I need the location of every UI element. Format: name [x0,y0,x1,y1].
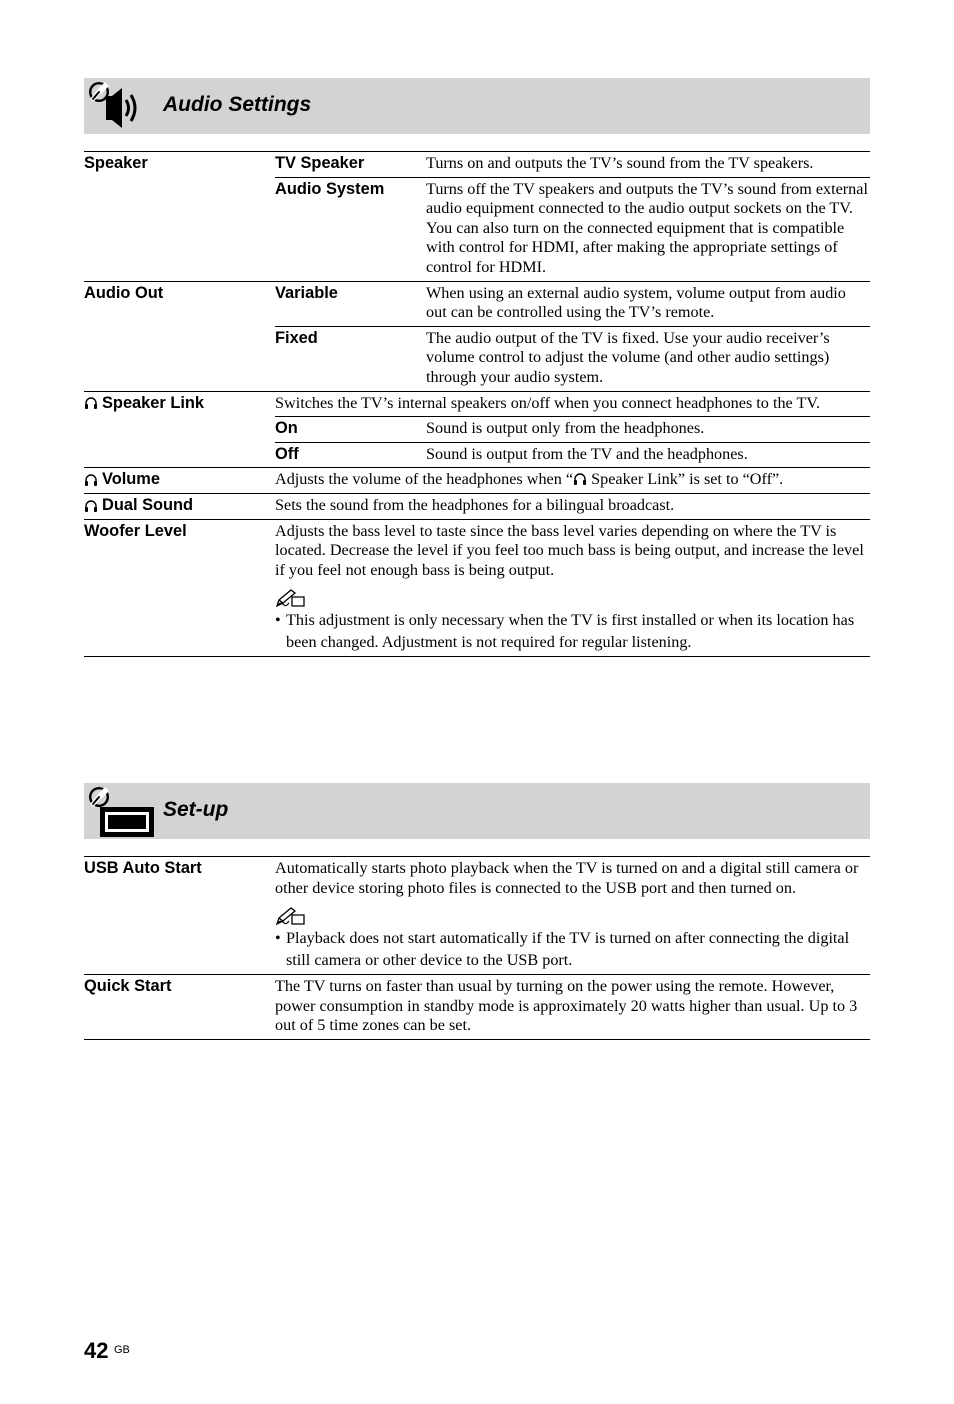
audio-system-label: Audio System [275,179,385,198]
woofer-note: This adjustment is only necessary when the TV is first installed or when its location has been changed. Adjustment is not required for regular listening. [286,611,855,652]
headphone-icon [84,473,98,487]
headphone-icon [84,499,98,513]
tv-speaker-label: TV Speaker [275,154,365,172]
table-row [84,975,870,1040]
on-desc: Sound is output only from the headphones. [426,419,705,438]
woofer-level-label: Woofer Level [84,521,187,540]
woofer-level-desc: Adjusts the bass level to taste since the bass level varies depending on where the TV is located. Decrease the level if you feel too much bass is being output, and increase the level if you feel not enough bass is being output. [275,521,864,579]
tv-speaker-desc: Turns on and outputs the TV’s sound from the TV speakers. [426,154,814,172]
volume-desc: Adjusts the volume of the headphones when “ [275,470,574,489]
table-row [84,468,870,494]
audio-settings-table [84,151,870,657]
wrench-tv-icon [86,785,158,844]
section-title: Audio Settings [163,93,312,116]
wrench-speaker-icon [86,80,142,139]
table-row [84,493,870,519]
setup-header [84,783,870,839]
usb-auto-start-note: Playback does not start automatically if the TV is turned on after connecting the digital still camera or other device to the USB port. [286,929,850,970]
usb-auto-start-label: USB Auto Start [84,859,202,877]
fixed-desc: The audio output of the TV is fixed. Use your audio receiver’s volume control to adjust the volume (and other audio settings) through your audio system. [426,328,830,386]
quick-start-desc: The TV turns on faster than usual by turning on the power using the remote. However, power consumption in standby mode is approximately 20 watts higher than usual. Up to 3 out of 5 time zones can be set. [275,977,858,1035]
variable-desc: When using an external audio system, volume output from audio out can be controlled using the TV’s remote. [426,283,846,322]
speaker-label: Speaker [84,154,148,172]
setup-table [84,856,870,1040]
on-label: On [275,419,298,438]
audio-system-desc-2: You can also turn on the connected equipment that is compatible with control for HDMI, after making the appropriate settings of control for HDMI. [426,218,845,276]
variable-label: Variable [275,283,338,302]
page-number: 42 [84,1338,109,1363]
page-suffix: GB [114,1344,130,1356]
usb-auto-start-desc: Automatically starts photo playback when the TV is turned on and a digital still camera or other device storing photo files is connected to the USB port and then turned on. [275,859,859,897]
pencil-note-icon [275,906,307,926]
headphone-icon [573,472,587,486]
section-title: Set-up [163,798,229,821]
quick-start-label: Quick Start [84,977,172,996]
audio-settings-header [84,78,870,134]
speaker-link-desc: Switches the TV’s internal speakers on/off when you connect headphones to the TV. [275,393,821,412]
table-row [84,281,870,326]
dual-sound-label: Dual Sound [102,495,194,514]
note-bullet [275,609,870,653]
off-label: Off [275,444,299,463]
table-row [84,857,870,975]
volume-label: Volume [102,470,160,489]
headphone-icon [84,396,98,410]
volume-desc-end: Speaker Link” is set to “Off”. [587,470,784,489]
off-desc: Sound is output from the TV and the headphones. [426,444,748,463]
note-bullet [275,927,870,971]
table-row [84,391,870,417]
bullet: • [275,611,281,630]
dual-sound-desc: Sets the sound from the headphones for a bilingual broadcast. [275,495,675,514]
audio-out-label: Audio Out [84,283,164,302]
audio-system-desc: Turns off the TV speakers and outputs the TV’s sound from external audio equipment connected to the audio output sockets on the TV. [426,179,868,218]
table-row [84,152,870,178]
speaker-link-label: Speaker Link [102,393,205,412]
pencil-note-icon [275,588,307,608]
table-row [84,519,870,657]
fixed-label: Fixed [275,328,318,347]
bullet: • [275,929,281,948]
